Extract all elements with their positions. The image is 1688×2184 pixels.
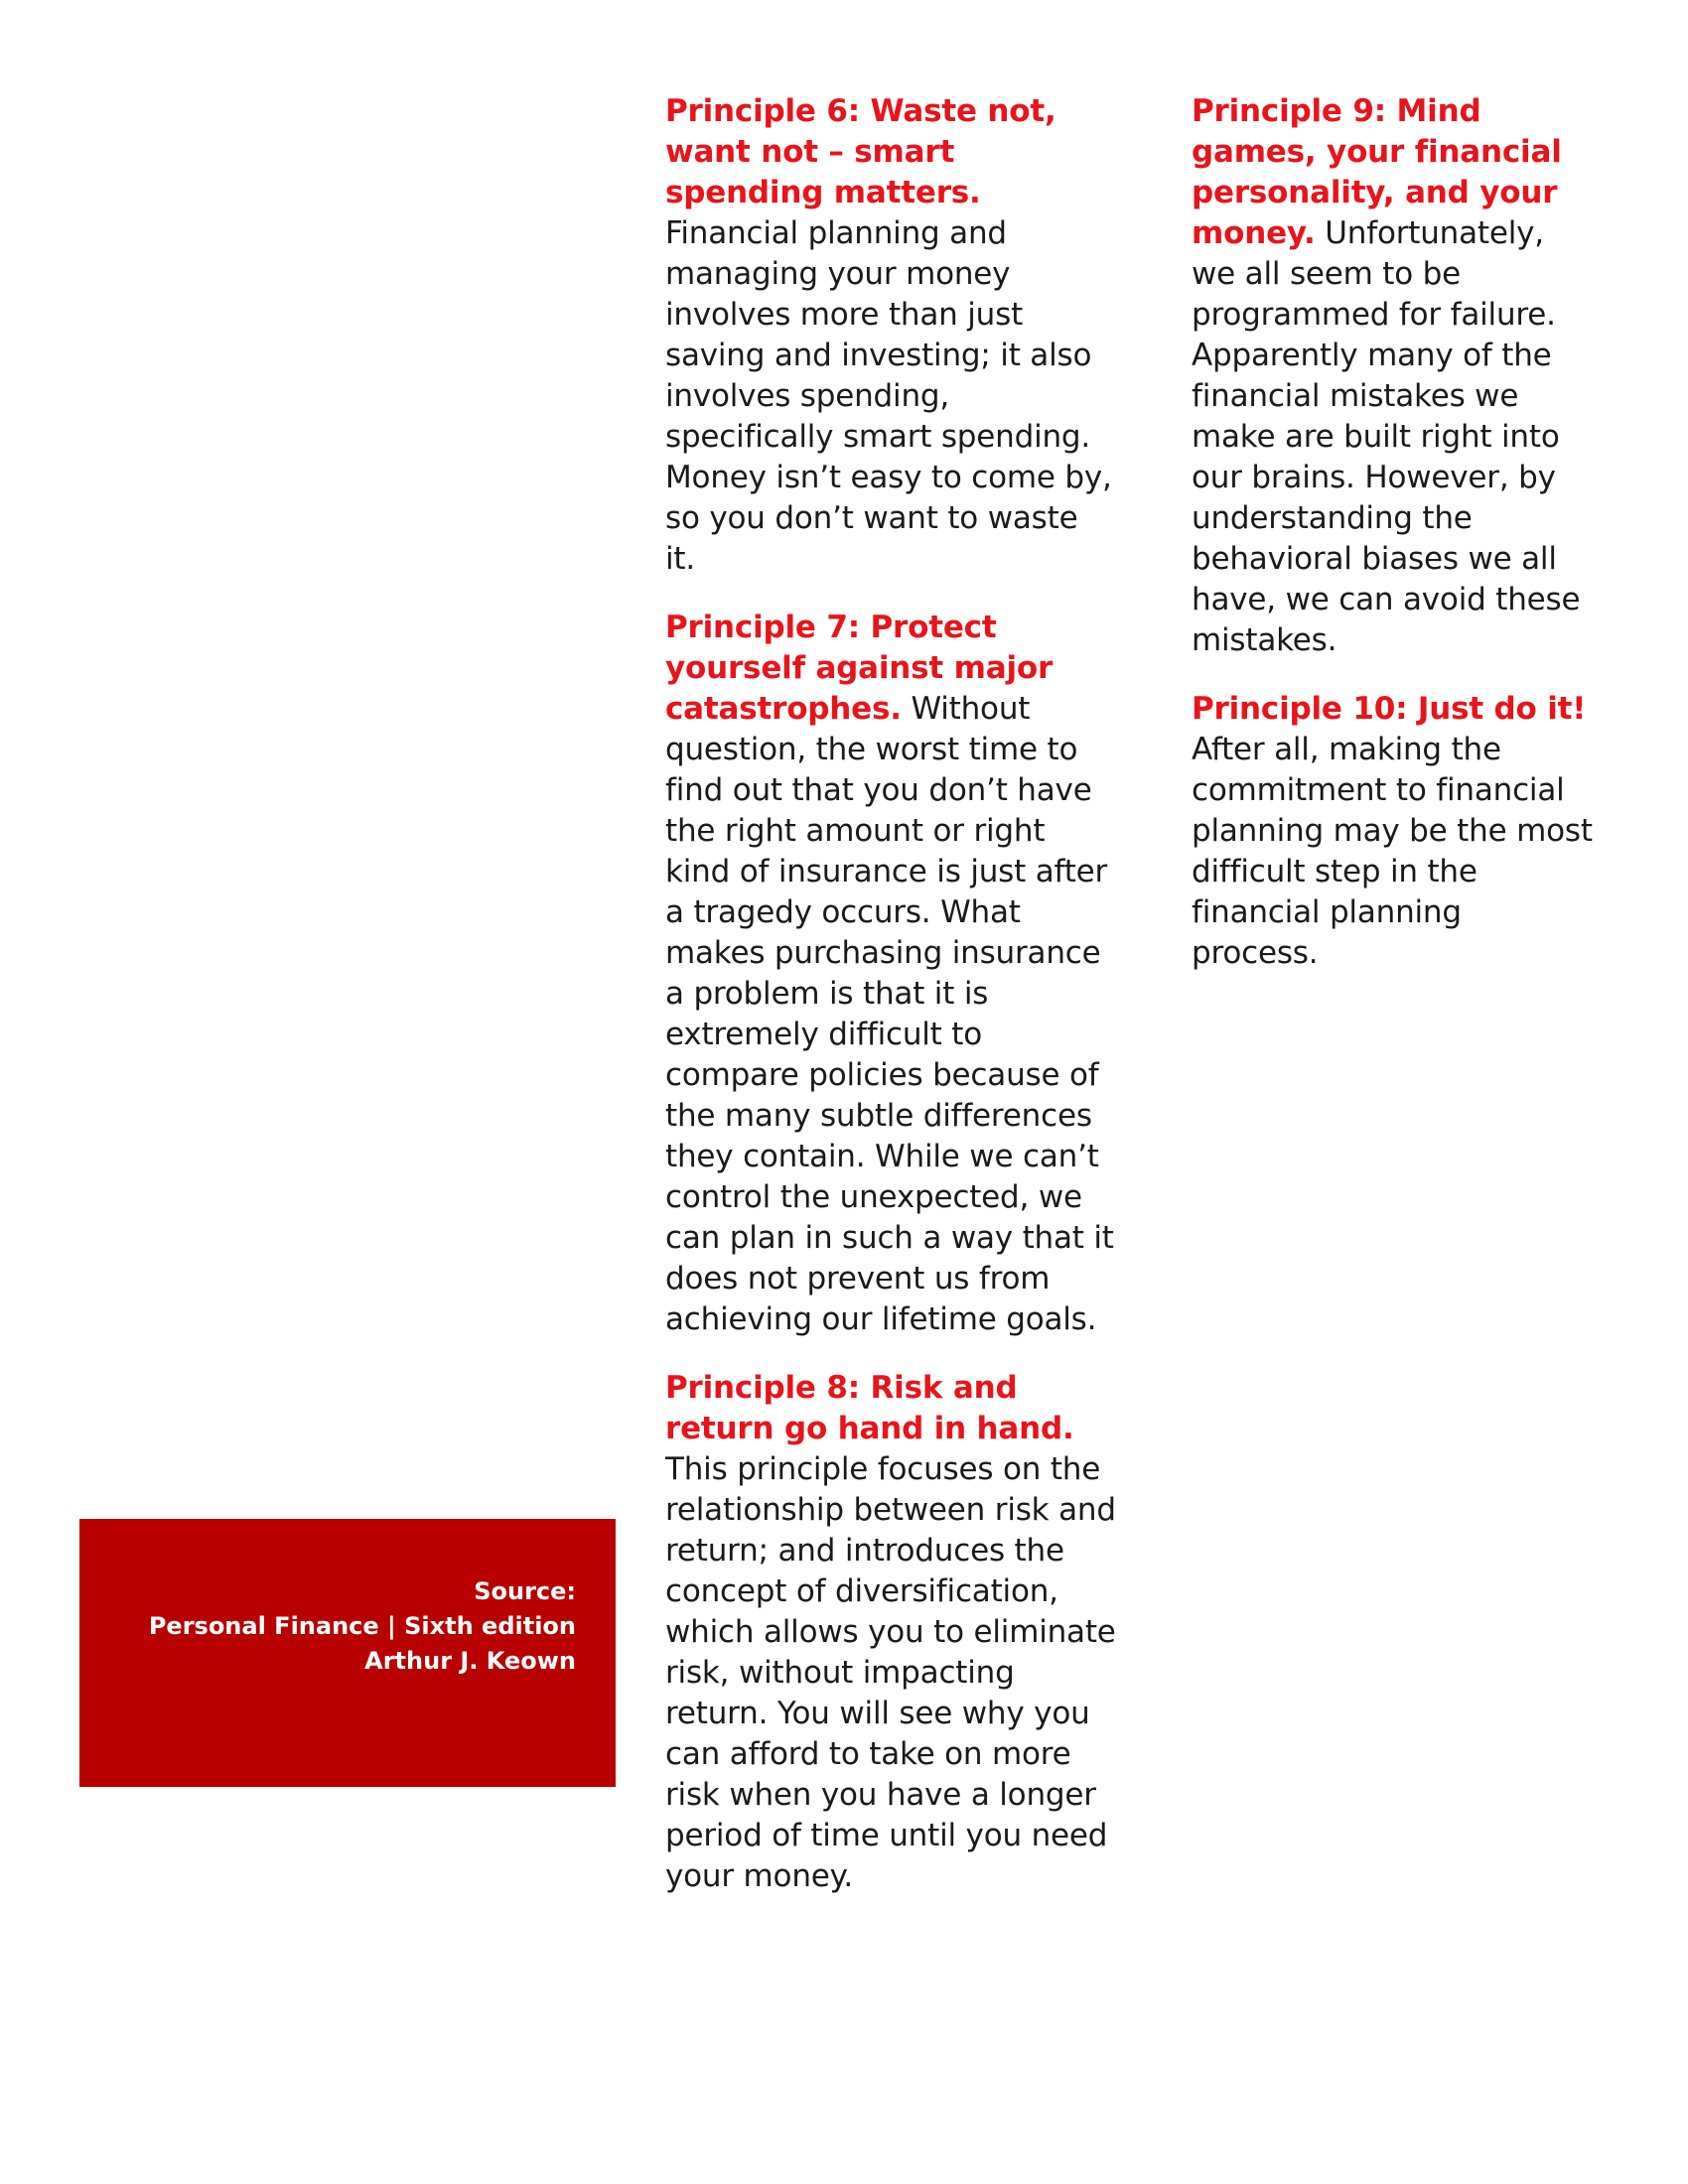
principle-7-body: Without question, the worst time to find out that you don’t have the right amount or right kind of insurance is just after a tragedy occurs. What makes purchasing insurance a problem is that it is extremely difficult to compare policies because of the many subtle differences they contain. While we can’t control the unexpected, we can plan in such a way that it does not prevent us from achieving our lifetime goals. <box>665 691 1114 1337</box>
principles-column-right <box>1192 91 1594 1002</box>
principle-6 <box>665 91 1117 580</box>
principle-9-heading: Principle 9: Mind games, your financial personality, and your money. <box>1192 93 1562 251</box>
principle-9-body: Unfortunately, we all seem to be programmed for failure. Apparently many of the financial mistakes we make are built right into our brains. However, by understanding the behavioral biases we all have, we can avoid these mistakes. <box>1192 215 1581 658</box>
principle-10-body: After all, making the commitment to financial planning may be the most difficult step in the financial planning process. <box>1192 732 1593 971</box>
principle-8-heading: Principle 8: Risk and return go hand in hand. <box>665 1370 1074 1446</box>
principle-8-body: This principle focuses on the relationship between risk and return; and introduces the concept of diversification, which allows you to eliminate risk, without impacting return. You will see why you can afford to take on more risk when you have a longer period of time until you need your money. <box>665 1451 1116 1894</box>
principle-10 <box>1192 689 1594 974</box>
source-author: Arthur J. Keown <box>364 1647 576 1675</box>
principle-9 <box>1192 91 1594 661</box>
principle-7 <box>665 608 1117 1340</box>
source-box <box>79 1519 616 1787</box>
principle-6-heading: Principle 6: Waste not, want not – smart spending matters. <box>665 93 1056 210</box>
principle-10-heading: Principle 10: Just do it! <box>1192 691 1587 727</box>
principle-6-body: Financial planning and managing your money involves more than just saving and investing; it also involves spending, specifically smart spending. Money isn’t easy to come by, so you don’t want to waste it. <box>665 215 1112 577</box>
source-label: Source: <box>474 1577 576 1605</box>
source-book: Personal Finance | Sixth edition <box>148 1612 576 1640</box>
principle-8 <box>665 1368 1117 1897</box>
principle-7-heading: Principle 7: Protect yourself against major catastrophes. <box>665 610 1054 727</box>
principles-column-middle <box>665 91 1117 1925</box>
